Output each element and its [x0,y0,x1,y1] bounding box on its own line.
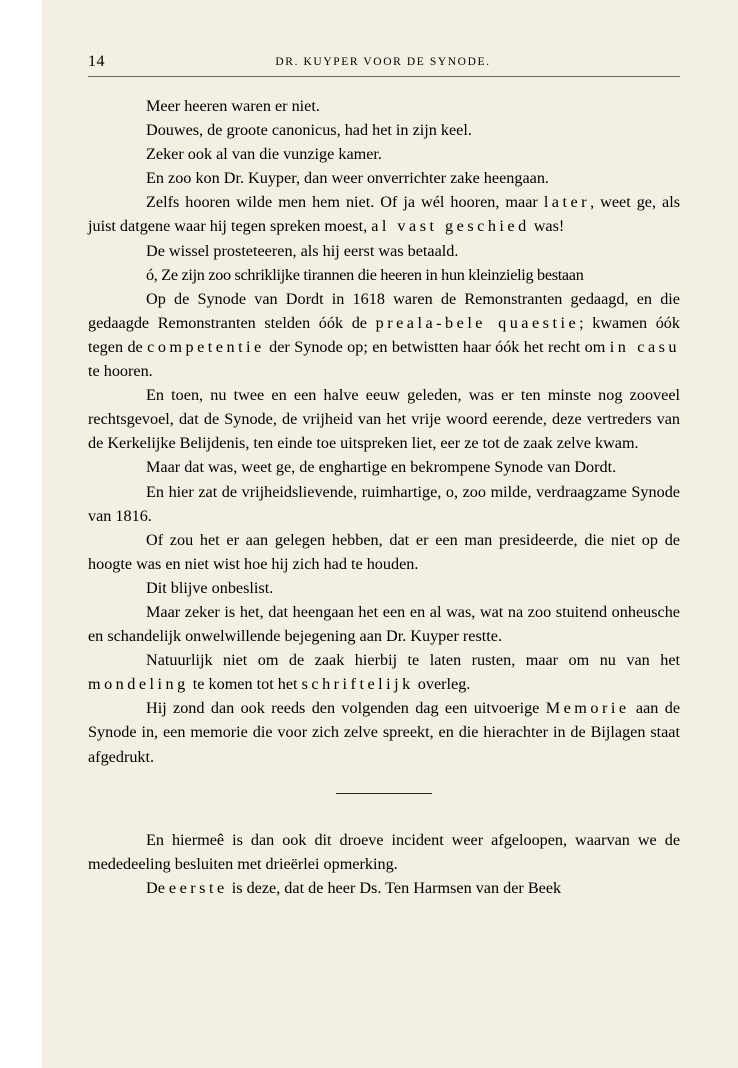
paragraph: Of zou het er aan gelegen hebben, dat er een man presideerde, die niet op de hoogte was en niet wist hoe hij zich had te houden. [88,530,680,573]
paragraph: ó, Ze zijn zoo schriklijke tirannen die heeren in hun kleinzielig bestaan [146,265,584,284]
paragraph: En hiermeê is dan ook dit droeve incident weer afgeloopen, waarvan we de mededeeling besluiten met drieërlei opmerking. [88,830,680,873]
spaced-emphasis: in casu [609,337,681,356]
paragraph: En hier zat de vrijheidslievende, ruimhartige, o, zoo milde, verdraagzame Synode van 1816. [88,482,680,525]
paragraph: Dit blijve onbeslist. [146,578,274,597]
paragraph: De eerste is deze, dat de heer Ds. Ten Harmsen van der Beek [146,878,562,897]
running-title: DR. KUYPER VOOR DE SYNODE. [275,56,491,68]
spaced-emphasis: schriftelijk [301,675,414,694]
paragraph: Meer heeren waren er niet. [146,97,320,115]
paragraph: Maar zeker is het, dat heengaan het een en al was, wat na zoo stuitend onheusche en schandelijk onwelwillende bejegening aan Dr. Kuyper restte. [88,602,680,646]
paragraph: En zoo kon Dr. Kuyper, dan weer onverrichter zake heengaan. [146,169,549,188]
spaced-emphasis: al vast geschied [371,217,530,236]
paragraph: Hij zond dan ook reeds den volgenden dag een uitvoerige Memorie aan de Synode in, een memorie die voor zich zelve spreekt, en die hierachter in de Bijlagen staat afgedrukt. [88,699,681,766]
page-number: 14 [88,53,105,70]
spaced-emphasis: mondeling [88,675,189,694]
spaced-emphasis: Memorie [545,699,630,718]
spaced-emphasis: eerste [168,878,228,897]
spaced-emphasis: competentie [147,337,265,356]
paragraph: Zeker ook al van die vunzige kamer. [146,145,382,164]
section-divider [336,793,432,794]
paragraph: Op de Synode van Dordt in 1618 waren de Remonstranten gedaagd, en die gedaagde Remonstranten stelden óók de preala-bele quaestie; kwamen óók tegen de competentie der Synode op; en betwistten haar óók het recht om in casu te hooren. [88,289,681,381]
spaced-emphasis: preala-bele quaestie [375,313,580,332]
body-text [88,94,680,900]
spaced-emphasis: later [543,193,591,212]
header-rule [88,76,680,77]
paragraph: Natuurlijk niet om de zaak hierbij te laten rusten, maar om nu van het mondeling te komen tot het schriftelijk overleg. [88,651,680,694]
paragraph: Douwes, de groote canonicus, had het in zijn keel. [146,121,472,140]
paragraph: De wissel prosteteeren, als hij eerst was betaald. [146,241,459,260]
paragraph: En toen, nu twee en een halve eeuw geleden, was er ten minste nog zooveel rechtsgevoel, dat de Synode, de vrijheid van het vrije woord eerende, deze vertreders van de Kerkelijke Belijdenis, ten einde toe uitspreken liet, eer ze tot de zaak zelve kwam. [88,386,680,453]
paragraph: Zelfs hooren wilde men hem niet. Of ja wél hooren, maar later, weet ge, als juist datgene waar hij tegen spreken moest, al vast geschied was! [88,193,681,236]
paragraph: Maar dat was, weet ge, de enghartige en bekrompene Synode van Dordt. [146,458,617,477]
page-header [88,53,678,75]
